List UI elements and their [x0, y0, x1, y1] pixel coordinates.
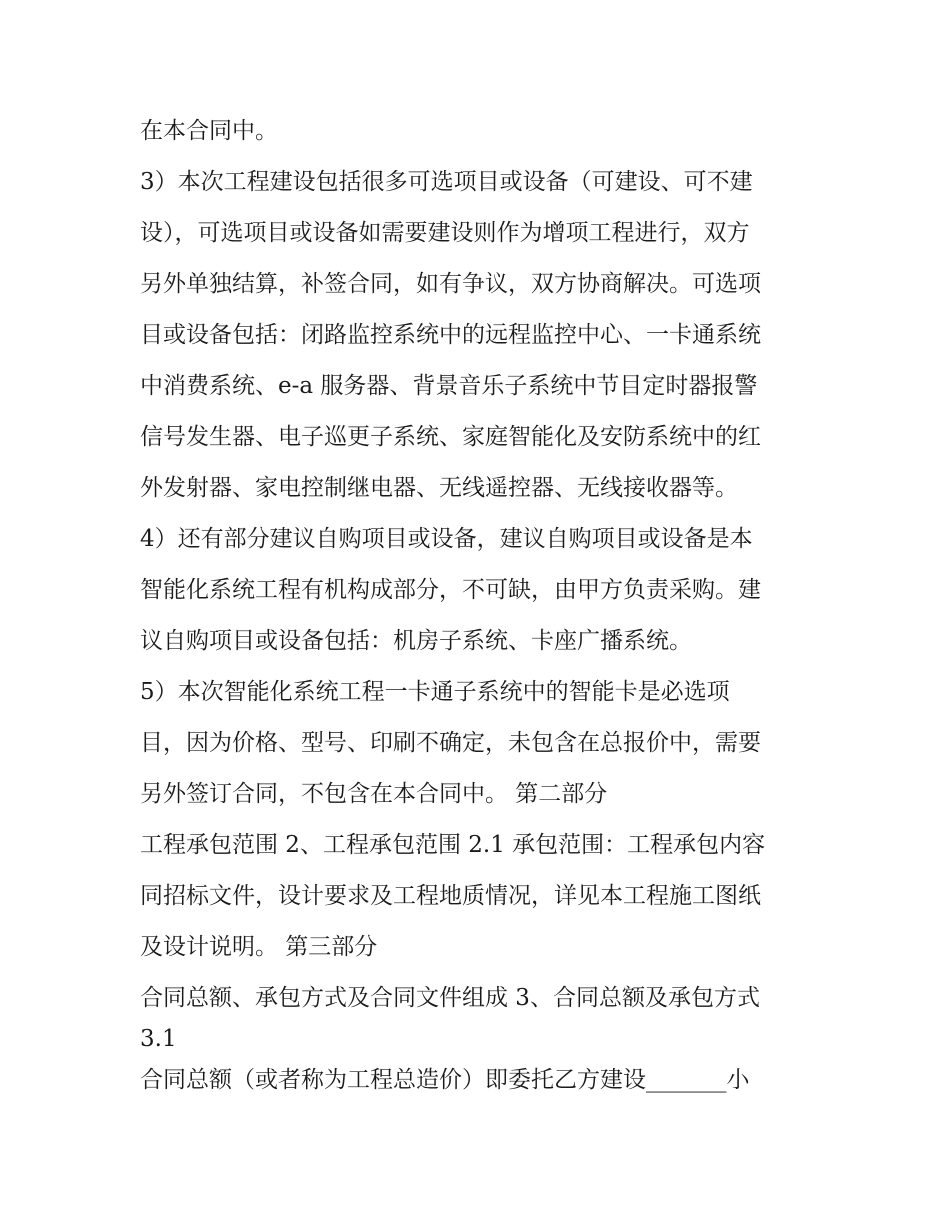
text-line: 另外签订合同，不包含在本合同中。 第二部分 [140, 781, 608, 807]
text-line: 目或设备包括：闭路监控系统中的远程监控中心、一卡通系统 [140, 322, 761, 348]
text-line: 议自购项目或设备包括：机房子系统、卡座广播系统。 [140, 628, 692, 654]
text-line: 另外单独结算，补签合同，如有争议，双方协商解决。可选项 [140, 271, 761, 297]
contract-text [140, 108, 820, 1108]
text-line: 外发射器、家电控制继电器、无线遥控器、无线接收器等。 [140, 475, 738, 501]
text-line: 及设计说明。 第三部分 [140, 934, 378, 960]
text-line: 3）本次工程建设包括很多可选项目或设备（可建设、可不建 [140, 169, 753, 195]
text-line: 合同总额、承包方式及合同文件组成 3、合同总额及承包方式 [140, 985, 760, 1011]
text-line: 中消费系统、e-a 服务器、背景音乐子系统中节目定时器报警 [140, 373, 758, 399]
text-line: 5）本次智能化系统工程一卡通子系统中的智能卡是必选项 [140, 679, 730, 705]
text-line: 同招标文件，设计要求及工程地质情况，详见本工程施工图纸 [140, 883, 761, 909]
text-line: 在本合同中。 [140, 118, 278, 144]
text-line: 目，因为价格、型号、印刷不确定，未包含在总报价中，需要 [140, 730, 761, 756]
text-line: 工程承包范围 2、工程承包范围 2.1 承包范围：工程承包内容 [140, 832, 766, 858]
text-line: 信号发生器、电子巡更子系统、家庭智能化及安防系统中的红 [140, 424, 761, 450]
text-line: 设），可选项目或设备如需要建设则作为增项工程进行，双方 [140, 220, 750, 246]
text-line: 3.1 [140, 1026, 177, 1052]
text-line: 智能化系统工程有机构成部分，不可缺，由甲方负责采购。建 [140, 577, 761, 603]
text-line: 合同总额（或者称为工程总造价）即委托乙方建设_______小 [140, 1067, 750, 1093]
text-line: 4）还有部分建议自购项目或设备，建议自购项目或设备是本 [140, 526, 753, 552]
